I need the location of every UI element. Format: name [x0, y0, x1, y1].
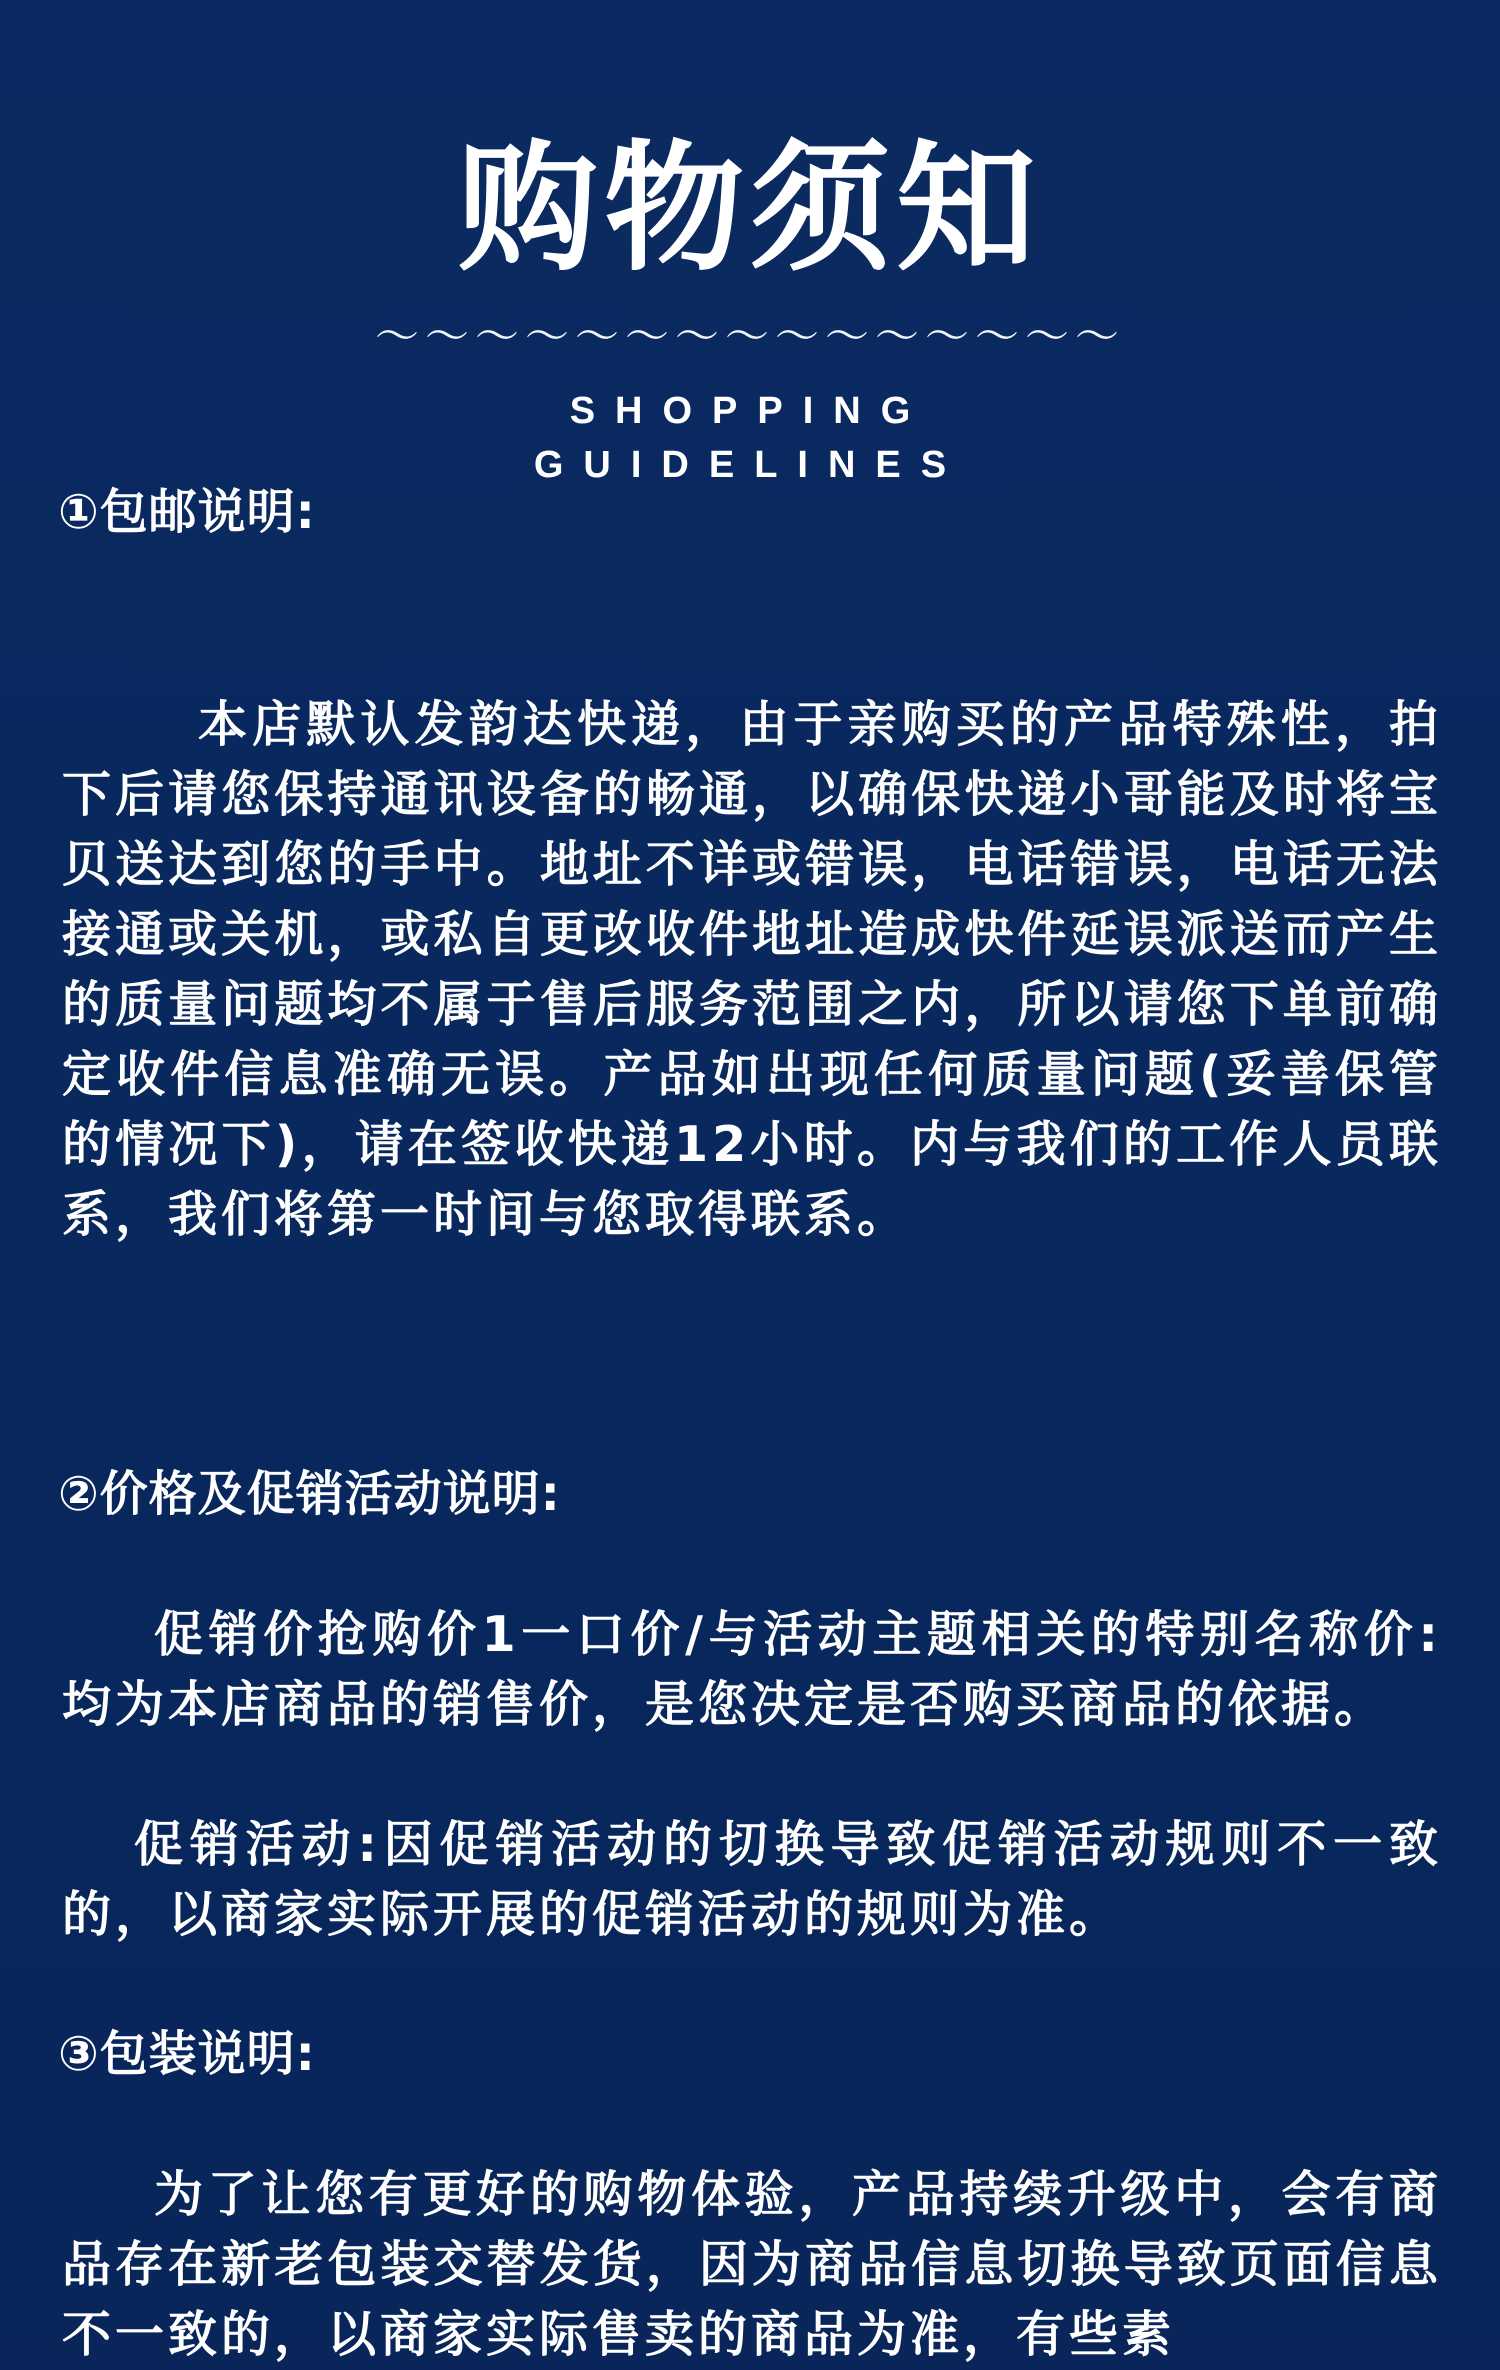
english-subtitle-line1: SHOPPING [569, 390, 931, 432]
section-paragraph-price: 促销价抢购价1一口价/与活动主题相关的特别名称价:均为本店商品的销售价，是您决定是否购买商品的依据。 [62, 1606, 1442, 1733]
section-paragraph-packaging: 为了让您有更好的购物体验，产品持续升级中，会有商品存在新老包装交替发货，因为商品信息切换导致页面信息不一致的，以商家实际售卖的商品为准，有些素 [62, 2166, 1442, 2363]
section-paragraph-promotions: 促销活动:因促销活动的切换导致促销活动规则不一致的，以商家实际开展的促销活动的规则为准。 [62, 1816, 1442, 1943]
section-heading-packaging: ③包装说明: [58, 2026, 316, 2082]
section-paragraph-free-shipping: 本店默认发韵达快递，由于亲购买的产品特殊性，拍下后请您保持通讯设备的畅通，以确保快递小哥能及时将宝贝送达到您的手中。地址不详或错误，电话错误，电话无法接通或关机，或私自更改收件地址造成快件延误派送而产生的质量问题均不属于售后服务范围之内，所以请您下单前确定收件信息准确无误。产品如出现任何质量问题(妥善保管的情况下)，请在签收快递12小时。内与我们的工作人员联系，我们将第一时间与您取得联系。 [62, 696, 1442, 1243]
section-heading-price-promotions: ②价格及促销活动说明: [58, 1466, 561, 1522]
tilde-divider: ～～～～～～～～～～～～～～～ [375, 311, 1125, 362]
section-heading-free-shipping: ①包邮说明: [58, 484, 316, 540]
page-title: 购物须知 [457, 128, 1042, 291]
english-subtitle-line2: GUIDELINES [533, 444, 967, 486]
